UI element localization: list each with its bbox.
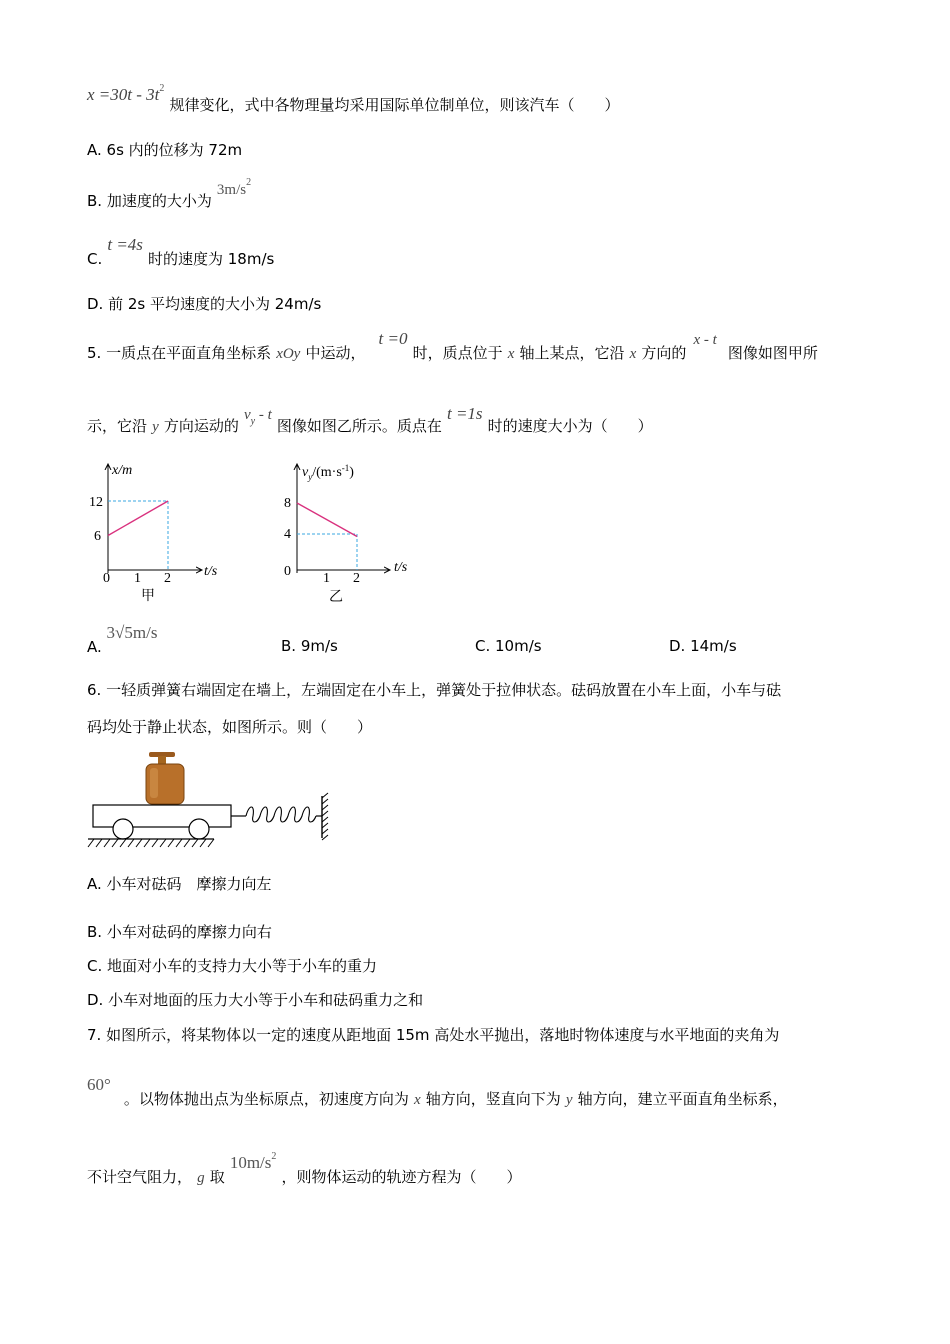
q7-line2-2: 轴方向，竖直向下为 xyxy=(425,1090,561,1108)
q5-option-b: B. 9m/s xyxy=(281,637,338,655)
cart-wheel-left xyxy=(113,819,133,839)
jia-data-line xyxy=(108,501,168,536)
q4-option-c-text: 时的速度为 18m/s xyxy=(148,250,275,268)
q5-vy-rest: - t xyxy=(255,407,272,423)
q6-option-a: A. 小车对砝码 摩擦力向左 xyxy=(87,875,272,893)
q7-angle: 60° xyxy=(87,1075,111,1094)
q5-vy-sub: y xyxy=(250,416,256,427)
q7-stem-line2 xyxy=(87,1075,788,1108)
q5-text-5: 方向的 xyxy=(641,344,687,362)
q7-line3-3: ，则物体运动的轨迹方程为（ ） xyxy=(281,1168,522,1186)
jia-ytick-6: 6 xyxy=(94,529,101,544)
q5-line2-3: 图像如图乙所示。质点在 xyxy=(276,417,442,435)
q4-option-b-exp: 2 xyxy=(246,177,252,188)
q5-text-2: 中运动， xyxy=(305,344,366,362)
q5-t1: t =1s xyxy=(446,404,483,423)
q5-text-3: 时，质点位于 xyxy=(412,344,503,362)
q5-line2-2: 方向运动的 xyxy=(163,417,239,435)
yi-ylabel: $v_y/(m\cdot s^{-1})$ xyxy=(302,463,354,482)
q6-option-d: D. 小车对地面的压力大小等于小车和砝码重力之和 xyxy=(87,991,424,1009)
q5-option-a-prefix: A. xyxy=(87,638,102,656)
q7-x: x xyxy=(414,1092,421,1108)
q5-line2-1: 示，它沿 xyxy=(87,417,148,435)
q4-option-b-math: 3m/s xyxy=(216,182,247,198)
q6-option-b: B. 小车对砝码的摩擦力向右 xyxy=(87,923,272,941)
cart-body xyxy=(93,805,231,827)
q6-stem-line1: 6. 一轻质弹簧右端固定在墙上，左端固定在小车上，弹簧处于拉伸状态。砝码放置在小车上面，小车与砝 xyxy=(87,681,782,699)
q7-line2-1: 。以物体抛出点为坐标原点，初速度方向为 xyxy=(123,1090,409,1108)
cart-spring-diagram xyxy=(86,748,336,850)
q7-line2-3: 轴方向，建立平面直角坐标系， xyxy=(577,1090,788,1108)
q5-line2-4: 时的速度大小为（ ） xyxy=(487,417,653,435)
q4-option-c-prefix: C. xyxy=(87,250,103,268)
q7-y: y xyxy=(565,1092,573,1108)
wall-hatch xyxy=(322,793,328,840)
weight-neck xyxy=(158,756,166,764)
q4-option-c xyxy=(87,235,275,268)
q5-option-a-math: 3√5m/s xyxy=(106,623,158,642)
q7-line3-1: 不计空气阻力， xyxy=(87,1168,193,1186)
q7-g: g xyxy=(197,1170,205,1186)
q7-line3-2: 取 xyxy=(209,1168,225,1186)
graph-yi xyxy=(280,458,440,608)
q5-stem-line1 xyxy=(87,329,818,362)
q7-stem-line3 xyxy=(87,1151,522,1186)
q5-t0: t =0 xyxy=(378,329,408,348)
q5-option-c: C. 10m/s xyxy=(475,637,542,655)
jia-xtick-0: 0 xyxy=(103,571,110,586)
q4-option-b xyxy=(87,177,252,210)
jia-ylabel: x/m xyxy=(112,463,133,478)
yi-data-line xyxy=(297,503,357,537)
jia-xtick-1: 1 xyxy=(134,571,141,586)
spring-coil xyxy=(246,807,316,822)
q5-xt: x - t xyxy=(693,332,717,348)
q5-xoy: xOy xyxy=(276,346,301,362)
cart-wheel-right xyxy=(189,819,209,839)
jia-xtick-2: 2 xyxy=(164,571,171,586)
q6-stem-line2: 码均处于静止状态，如图所示。则（ ） xyxy=(87,718,373,736)
q4-formula-exp: 2 xyxy=(159,83,165,94)
yi-xlabel: t/s xyxy=(394,560,408,575)
q7-stem-line1: 7. 如图所示，将某物体以一定的速度从距地面 15m 高处水平抛出，落地时物体速度与水平地面的夹角为 xyxy=(87,1026,780,1044)
q5-vy-v: v xyxy=(243,407,251,423)
q4-option-d: D. 前 2s 平均速度的大小为 24m/s xyxy=(87,295,322,313)
q4-text: 规律变化，式中各物理量均采用国际单位制单位，则该汽车（ ） xyxy=(169,96,620,114)
weight-highlight xyxy=(150,768,158,798)
q4-option-c-math: t =4s xyxy=(107,235,143,254)
yi-xtick-2: 2 xyxy=(353,571,360,586)
yi-ytick-0: 0 xyxy=(284,564,291,579)
jia-ytick-12: 12 xyxy=(89,495,103,510)
yi-ytick-8: 8 xyxy=(284,496,291,511)
q5-text-1: 5. 一质点在平面直角坐标系 xyxy=(87,344,272,362)
graph-jia xyxy=(84,458,244,608)
q5-text-4: 轴上某点，它沿 xyxy=(519,344,625,362)
q4-stem xyxy=(87,83,620,114)
jia-xlabel: t/s xyxy=(204,564,218,579)
q4-option-b-text: B. 加速度的大小为 xyxy=(87,192,212,210)
yi-ytick-4: 4 xyxy=(284,527,291,542)
q4-option-a: A. 6s 内的位移为 72m xyxy=(87,141,243,159)
jia-caption: 甲 xyxy=(141,588,155,604)
q5-stem-line2 xyxy=(87,404,653,435)
q5-option-a xyxy=(87,623,158,656)
q5-y: y xyxy=(152,419,159,435)
q7-g-math: 10m/s xyxy=(229,1153,272,1172)
yi-xtick-1: 1 xyxy=(323,571,330,586)
q5-text-6: 图像如图甲所 xyxy=(727,344,818,362)
q5-x1: x xyxy=(507,346,515,362)
q5-x2: x xyxy=(629,346,637,362)
ground-hatch xyxy=(88,839,214,847)
q5-option-d: D. 14m/s xyxy=(669,637,737,655)
q6-option-c: C. 地面对小车的支持力大小等于小车的重力 xyxy=(87,957,378,975)
q7-g-exp: 2 xyxy=(271,1151,277,1162)
q4-formula: x =30t - 3t xyxy=(87,85,160,104)
yi-caption: 乙 xyxy=(329,589,343,605)
